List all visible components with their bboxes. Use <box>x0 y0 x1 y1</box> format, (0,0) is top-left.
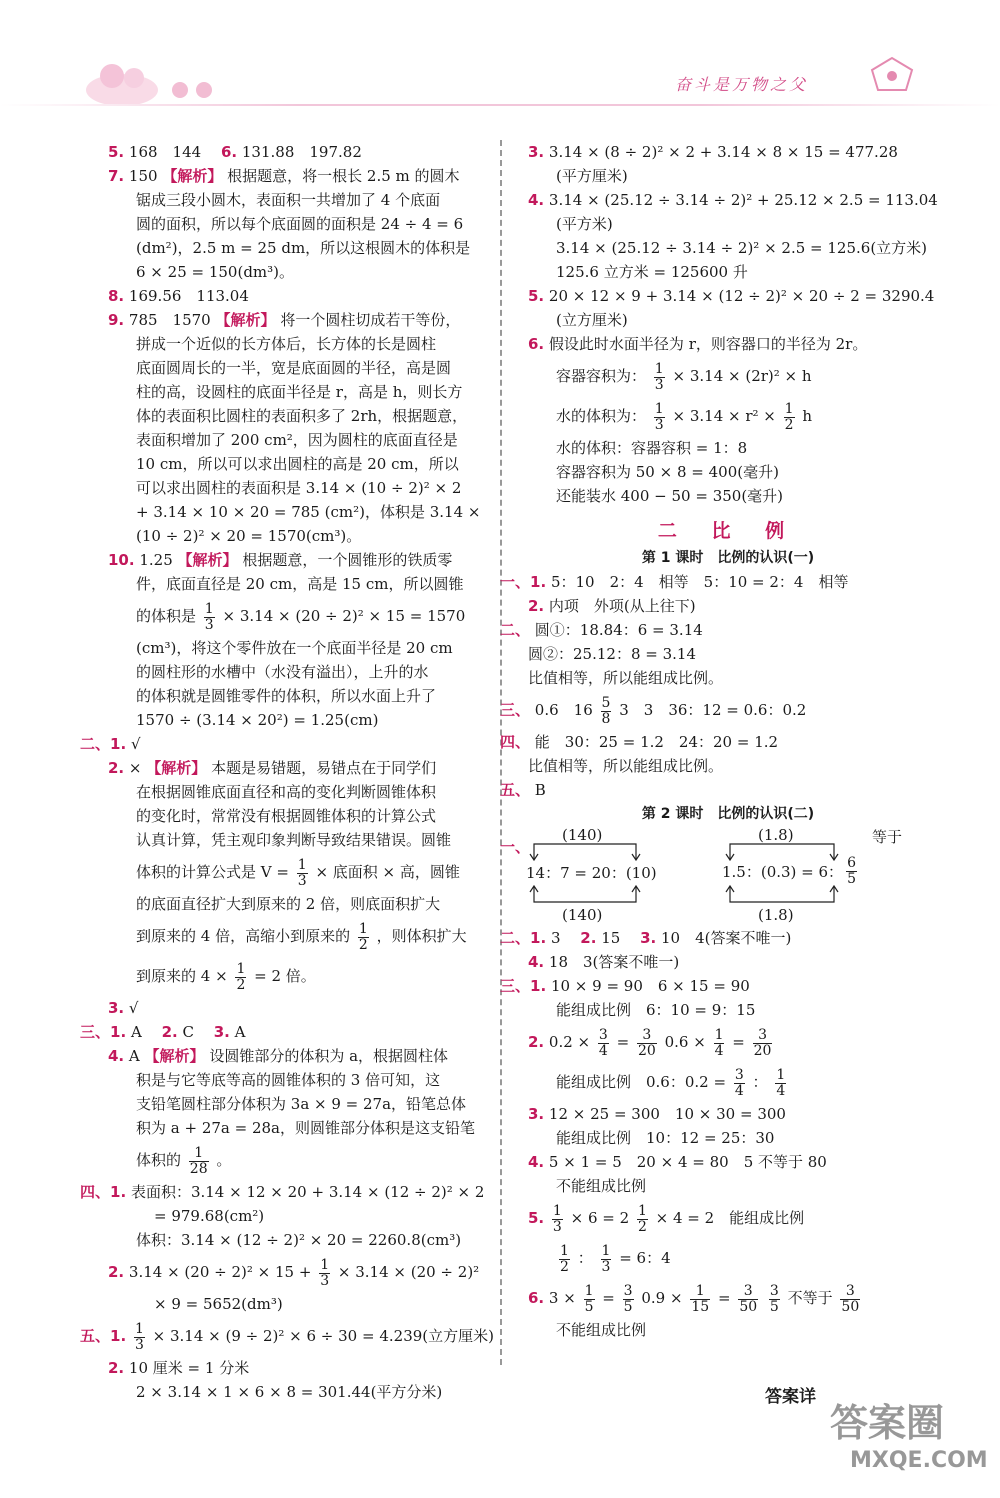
fraction: $\frac{1}{2}$ <box>560 1242 569 1275</box>
lesson2-section-2-item-4: 4. 18 3(答案不唯一) <box>528 953 680 971</box>
fraction: $\frac{1}{3}$ <box>134 1320 144 1353</box>
lesson1-item-1-1: 一、1. 5：10 2：4 相等 5：10 = 2：4 相等 <box>500 573 849 591</box>
lesson2-section-3-item-5: 5. $\frac{1}{3}$ × 6 = 2 $\frac{1}{2}$ × 4 = 2 能组成比例 <box>528 1202 805 1235</box>
text-line: (cm³)，将这个零件放在一个底面半径是 20 cm <box>136 639 453 657</box>
fraction: $\frac{1}{2}$ <box>637 1202 647 1235</box>
right-column <box>500 140 938 1342</box>
fraction: $\frac{3}{4}$ <box>598 1026 608 1059</box>
text-line: (平方厘米) <box>556 167 628 185</box>
fraction: $\frac{3}{50}$ <box>841 1282 860 1315</box>
section-5-item-2: 2. 10 厘米 = 1 分米 <box>108 1359 250 1377</box>
diagram-arrows-top-1 <box>526 836 646 862</box>
lesson2-section-2-items: 二、1. 3 2. 15 3. 10 4(答案不唯一) <box>500 929 792 947</box>
text-line: 圆的面积，所以每个底面圆的面积是 24 ÷ 4 = 6 <box>136 215 464 233</box>
fraction: $\frac{1}{4}$ <box>776 1066 786 1099</box>
section-number: 一、 <box>500 838 531 856</box>
section-3-item-4: 4. A 【解析】 设圆锥部分的体积为 a，根据圆柱体 <box>108 1047 449 1065</box>
text-line: 支铅笔圆柱部分体积为 3a × 9 = 27a，铅笔总体 <box>136 1095 467 1113</box>
diagram-equation-2: 1.5：(0.3) = 6： 6 5 <box>722 855 856 887</box>
fraction: $\frac{1}{3}$ <box>552 1202 562 1235</box>
formula-line: 容器容积为： $\frac{1}{3}$ × 3.14 × (2r)² × h <box>556 360 812 393</box>
fraction: $\frac{1}{3}$ <box>654 400 664 433</box>
text-line: 能组成比例 6：10 = 9：15 <box>556 1001 756 1019</box>
left-column <box>80 140 494 1404</box>
text-line: 底面圆周长的一半，宽是底面圆的半径，高是圆 <box>136 359 452 377</box>
text-line: (平方米) <box>556 215 613 233</box>
text-line: (dm²)，2.5 m = 25 dm，所以这根圆木的体积是 <box>136 239 471 257</box>
formula-line: 体积的 $\frac{1}{28}$ 。 <box>136 1144 232 1177</box>
text-line: 积为 a + 27a = 28a，则圆锥部分体积是这支铅笔 <box>136 1119 475 1137</box>
text-line: 体的表面积比圆柱的表面积多了 2rh，根据题意， <box>136 407 468 425</box>
text-line: (立方厘米) <box>556 311 628 329</box>
answer-10: 10. 1.25 【解析】 根据题意，一个圆锥形的铁质零 <box>108 551 453 569</box>
fraction: $\frac{1}{3}$ <box>204 600 214 633</box>
lesson1-item-2: 二、 圆①：18.84：6 = 3.14 <box>500 621 703 639</box>
text-line: 比值相等，所以能组成比例。 <box>528 669 724 687</box>
formula-line: 的体积是 $\frac{1}{3}$ × 3.14 × (20 ÷ 2)² × 15 = 1570 <box>136 600 466 633</box>
text-line: (10 ÷ 2)² × 20 = 1570(cm³)。 <box>136 527 362 545</box>
fraction: $\frac{3}{5}$ <box>623 1282 633 1315</box>
text-line: 125.6 立方米 = 125600 升 <box>556 263 748 281</box>
fraction: $\frac{3}{20}$ <box>637 1026 656 1059</box>
answer-7: 7. 150 【解析】 根据题意，将一根长 2.5 m 的圆木 <box>108 167 460 185</box>
text-line: 1570 ÷ (3.14 × 20²) = 1.25(cm) <box>136 711 379 729</box>
text-line: 6 × 25 = 150(dm³)。 <box>136 263 295 281</box>
answer-9: 9. 785 1570 【解析】 将一个圆柱切成若干等份， <box>108 311 461 329</box>
section-2-item-3: 3. √ <box>108 999 139 1017</box>
text-line: 体积：3.14 × (12 ÷ 2)² × 20 = 2260.8(cm³) <box>136 1231 462 1249</box>
text-line: 3.14 × (25.12 ÷ 3.14 ÷ 2)² × 2.5 = 125.6(立方米) <box>556 239 928 257</box>
lesson2-section-3-item-1: 三、1. 10 × 9 = 90 6 × 15 = 90 <box>500 977 750 995</box>
watermark-url: MXQE.COM <box>850 1448 988 1473</box>
diagram-top-label-1: (140) <box>562 826 603 844</box>
text-line: 积是与它等底等高的圆锥体积的 3 倍可知，这 <box>136 1071 441 1089</box>
text-line: 不能组成比例 <box>556 1177 647 1195</box>
fraction: $\frac{3}{50}$ <box>739 1282 758 1315</box>
answer-6: 6. 假设此时水面半径为 r，则容器口的半径为 2r。 <box>528 335 868 353</box>
formula-line: 能组成比例 0.6：0.2 = $\frac{3}{4}$ ： $\frac{1}{4}$ <box>556 1066 786 1099</box>
lesson1-item-4: 四、 能 30：25 = 1.2 24：20 = 1.2 <box>500 733 779 751</box>
answer-4: 4. 3.14 × (25.12 ÷ 3.14 ÷ 2)² + 25.12 × 2.5 = 113.04 <box>528 191 938 209</box>
fraction: 6 5 <box>847 855 856 887</box>
fraction: $\frac{1}{2}$ <box>358 920 368 953</box>
text-line: 10 cm，所以可以求出圆柱的高是 20 cm，所以 <box>136 455 459 473</box>
chapter-title: 二 比 例 <box>657 520 799 542</box>
fraction: $\frac{1}{28}$ <box>189 1144 208 1177</box>
fraction: $\frac{1}{5}$ <box>584 1282 594 1315</box>
text-line: = 979.68(cm²) <box>154 1207 265 1225</box>
fraction: $\frac{3}{5}$ <box>769 1282 779 1315</box>
text-line: 比值相等，所以能组成比例。 <box>528 757 724 775</box>
section-3-items: 三、1. A 2. C 3. A <box>80 1023 246 1041</box>
text-line: 2 × 3.14 × 1 × 6 × 8 = 301.44(平方分米) <box>136 1383 443 1401</box>
fraction: $\frac{5}{8}$ <box>601 694 611 727</box>
lesson2-section-3-item-3: 3. 12 × 25 = 300 10 × 30 = 300 <box>528 1105 786 1123</box>
lesson-title-2: 第 2 课时 比例的认识(二) <box>641 806 815 822</box>
text-line: 容器容积为 50 × 8 = 400(毫升) <box>556 463 779 481</box>
diagram-top-label-2: (1.8) <box>758 826 794 844</box>
lesson1-item-1-2: 2. 内项 外项(从上往下) <box>528 597 696 615</box>
section-2-item-2: 2. × 【解析】 本题是易错题，易错点在于同学们 <box>108 759 437 777</box>
formula-line: 水的体积为： $\frac{1}{3}$ × 3.14 × r² × $\frac{1}{2}$ h <box>556 400 813 433</box>
text-line: 可以求出圆柱的表面积是 3.14 × (10 ÷ 2)² × 2 <box>136 479 462 497</box>
header-crown-icon <box>862 50 922 110</box>
fraction: $\frac{3}{20}$ <box>753 1026 772 1059</box>
text-line: 的体积就是圆锥零件的体积，所以水面上升了 <box>136 687 437 705</box>
fraction: $\frac{1}{2}$ <box>236 960 246 993</box>
text-line: 还能装水 400 − 50 = 350(毫升) <box>556 487 784 505</box>
text-line: 拼成一个近似的长方体后，长方体的长是圆柱 <box>136 335 437 353</box>
diagram-bottom-label-2: (1.8) <box>758 906 794 924</box>
watermark-logo: 答案圈 <box>830 1401 945 1445</box>
diagram-equal-label: 等于 <box>872 828 903 846</box>
answer-3: 3. 3.14 × (8 ÷ 2)² × 2 + 3.14 × 8 × 15 = 477.28 <box>528 143 898 161</box>
lesson-title-1: 第 1 课时 比例的认识(一) <box>641 550 815 566</box>
header-rule <box>0 104 1000 106</box>
fraction: $\frac{1}{2}$ <box>784 400 794 433</box>
fraction: $\frac{1}{3}$ <box>297 856 307 889</box>
lesson2-section-3-item-6: 6. 3 × $\frac{1}{5}$ = $\frac{3}{5}$ 0.9 × $\frac{1}{15}$ = $\frac{3}{50}$ $\frac{3}{5}$ 不等于 $\frac{3}{50}$ <box>528 1282 860 1315</box>
answer-5-6: 5. 168 144 6. 131.88 197.82 <box>108 143 362 161</box>
text-line: 柱的高，设圆柱的底面半径是 r，高是 h，则长方 <box>136 383 463 401</box>
text-line: 的圆柱形的水槽中（水没有溢出），上升的水 <box>136 663 429 681</box>
fraction: $\frac{1}{15}$ <box>691 1282 710 1315</box>
answer-8: 8. 169.56 113.04 <box>108 287 249 305</box>
fraction: $\frac{3}{4}$ <box>734 1066 744 1099</box>
text-line: 认真计算，凭主观印象判断导致结果错误。圆锥 <box>136 831 452 849</box>
fraction: $\frac{1}{3}$ <box>654 360 664 393</box>
footer-label: 答案详 <box>765 1387 816 1407</box>
text-line: + 3.14 × 10 × 20 = 785 (cm²)，体积是 3.14 × <box>136 503 481 521</box>
text-line: 能组成比例 10：12 = 25：30 <box>556 1129 775 1147</box>
header-motto: 奋斗是万物之父 <box>675 75 809 94</box>
text-line: 在根据圆锥底面直径和高的变化判断圆锥体积 <box>136 783 437 801</box>
text-line: 锯成三段小圆木，表面积一共增加了 4 个底面 <box>136 191 441 209</box>
lesson1-item-3: 三、 0.6 16 $\frac{5}{8}$ 3 3 36：12 = 0.6：0.2 <box>500 694 807 727</box>
formula-line: 体积的计算公式是 V = $\frac{1}{3}$ × 底面积 × 高，圆锥 <box>136 856 460 889</box>
text-line: 的变化时，常常没有根据圆锥体积的计算公式 <box>136 807 437 825</box>
formula-line: $\frac{1}{2}$ ： $\frac{1}{3}$ = 6：4 <box>560 1242 671 1275</box>
answer-5: 5. 20 × 12 × 9 + 3.14 × (12 ÷ 2)² × 20 ÷ 2 = 3290.4 <box>528 287 935 305</box>
lesson1-item-5: 五、 B <box>500 781 546 799</box>
text-line: 水的体积：容器容积 = 1：8 <box>556 439 748 457</box>
section-4-item-2: 2. 3.14 × (20 ÷ 2)² × 15 + $\frac{1}{3}$ × 3.14 × (20 ÷ 2)² <box>108 1256 480 1289</box>
lesson2-section-3-item-2: 2. 0.2 × $\frac{3}{4}$ = $\frac{3}{20}$ 0.6 × $\frac{1}{4}$ = $\frac{3}{20}$ <box>528 1026 772 1059</box>
text-line: × 9 = 5652(dm³) <box>154 1295 283 1313</box>
section-2-item-1: 二、1. √ <box>80 735 141 753</box>
fraction: $\frac{1}{3}$ <box>320 1256 330 1289</box>
formula-line: 到原来的 4 倍，高缩小到原来的 $\frac{1}{2}$ ，则体积扩大 <box>136 920 467 953</box>
lesson2-section-3-item-4: 4. 5 × 1 = 5 20 × 4 = 80 5 不等于 80 <box>528 1153 827 1171</box>
proportion-diagram <box>500 826 928 926</box>
text-line: 表面积增加了 200 cm²，因为圆柱的底面直径是 <box>136 431 458 449</box>
text-line: 的底面直径扩大到原来的 2 倍，则底面积扩大 <box>136 895 441 913</box>
fraction: $\frac{1}{3}$ <box>601 1242 611 1275</box>
section-5-item-1: 五、1. $\frac{1}{3}$ × 3.14 × (9 ÷ 2)² × 6 ÷ 30 = 4.239(立方厘米) <box>80 1320 494 1353</box>
text-line: 圆②：25.12：8 = 3.14 <box>528 645 696 663</box>
diagram-bottom-label-1: (140) <box>562 906 603 924</box>
text-line: 件，底面直径是 20 cm，高是 15 cm，所以圆锥 <box>136 575 464 593</box>
text-line: 不能组成比例 <box>556 1321 647 1339</box>
fraction: $\frac{1}{4}$ <box>714 1026 724 1059</box>
diagram-equation-1: 14：7 = 20：(10) <box>526 864 657 882</box>
formula-line: 到原来的 4 × $\frac{1}{2}$ = 2 倍。 <box>136 960 316 993</box>
section-4-item-1: 四、1. 表面积：3.14 × 12 × 20 + 3.14 × (12 ÷ 2)² × 2 <box>80 1183 485 1201</box>
